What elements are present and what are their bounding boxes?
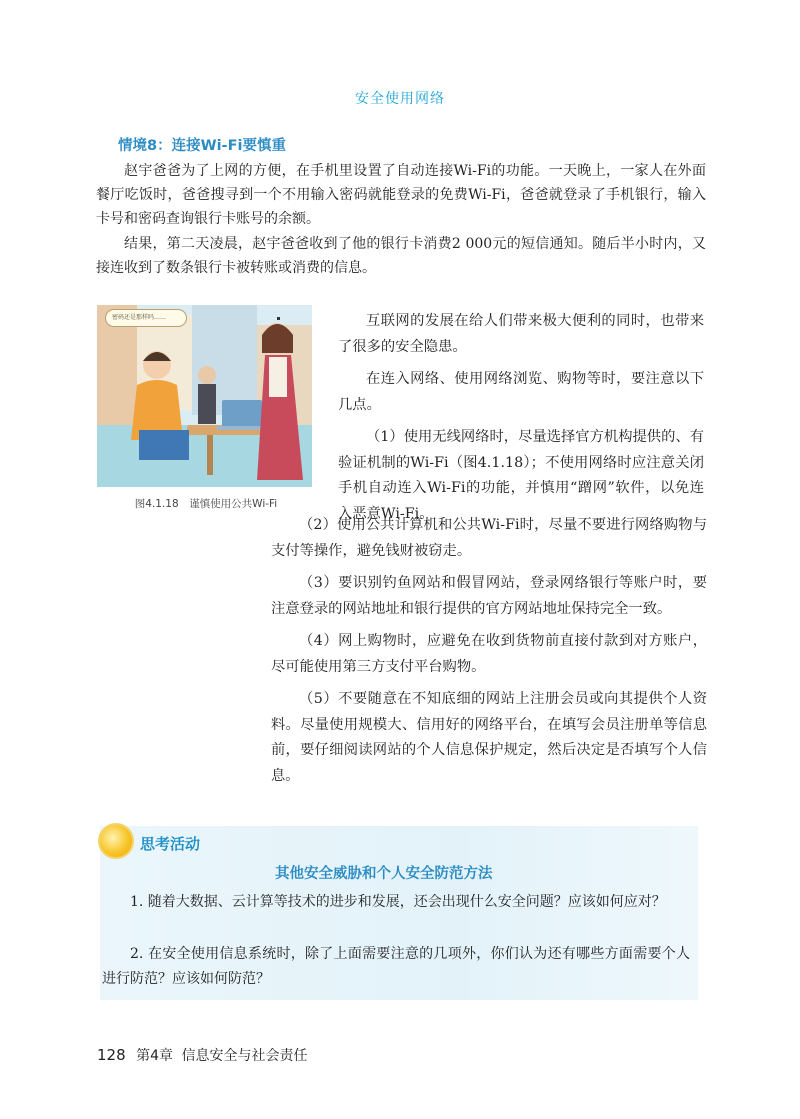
safety-tips-list <box>271 513 707 796</box>
page-number: 128 <box>97 1046 126 1064</box>
body-paragraph-1: 互联网的发展在给人们带来极大便利的同时，也带来了很多的安全隐患。 <box>338 313 704 355</box>
thinking-activity-icon <box>98 823 134 859</box>
page-footer <box>97 1045 307 1065</box>
scenario-paragraph-2: 结果，第二天凌晨，赵宇爸爸收到了他的银行卡消费2 000元的短信通知。随后半小时内，又接连收到了数条银行卡被转账或消费的信息。 <box>96 236 706 276</box>
activity-question-1: 1. 随着大数据、云计算等技术的进步和发展，还会出现什么安全问题？应该如何应对？ <box>130 894 666 910</box>
figure-caption: 图4.1.18 谨慎使用公共Wi-Fi <box>134 498 278 510</box>
figure-illustration <box>97 305 312 487</box>
list-item-4: （4）网上购物时，应避免在收到货物前直接付款到对方账户，尽可能使用第三方支付平台购物。 <box>271 633 707 675</box>
list-item-2: （2）使用公共计算机和公共Wi-Fi时，尽量不要进行网络购物与支付等操作，避免钱财被窃走。 <box>271 517 707 559</box>
activity-header <box>74 823 274 863</box>
chapter-title: 信息安全与社会责任 <box>181 1048 308 1064</box>
right-column-text <box>338 309 704 534</box>
scenario-paragraph-1: 赵宇爸爸为了上网的方便，在手机里设置了自动连接Wi-Fi的功能。一天晚上，一家人在外面餐厅吃饭时，爸爸搜寻到一个不用输入密码就能登录的免费Wi-Fi，爸爸就登录了手机银行，输入卡号和密码查询银行卡账号的余额。 <box>96 163 706 227</box>
cafe-wifi-illustration <box>97 305 312 487</box>
speech-bubble: 密码还是那样吗…… <box>105 309 187 327</box>
body-paragraph-2: 在连入网络、使用网络浏览、购物等时，要注意以下几点。 <box>338 371 704 413</box>
activity-label: 思考活动 <box>140 835 201 853</box>
list-item-1: （1）使用无线网络时，尽量选择官方机构提供的、有验证机制的Wi-Fi（图4.1.18）；不使用网络时应注意关闭手机自动连入Wi-Fi的功能，并慎用“蹭网”软件，以免连入恶意Wi-Fi。 <box>338 429 704 522</box>
list-item-5: （5）不要随意在不知底细的网站上注册会员或向其提供个人资料。尽量使用规模大、信用好的网络平台，在填写会员注册单等信息前，要仔细阅读网站的个人信息保护规定，然后决定是否填写个人信息。 <box>271 691 707 784</box>
scenario-title: 情境8：连接Wi-Fi要慎重 <box>118 138 286 154</box>
list-item-3: （3）要识别钓鱼网站和假冒网站，登录网络银行等账户时，要注意登录的网站地址和银行提供的官方网站地址保持完全一致。 <box>271 575 707 617</box>
activity-title: 其他安全威胁和个人安全防范方法 <box>275 866 493 882</box>
activity-question-2: 2. 在安全使用信息系统时，除了上面需要注意的几项外，你们认为还有哪些方面需要个人进行防范？应该如何防范？ <box>102 946 690 987</box>
page-header: 安全使用网络 <box>355 91 445 107</box>
chapter-number: 第4章 <box>136 1048 174 1064</box>
